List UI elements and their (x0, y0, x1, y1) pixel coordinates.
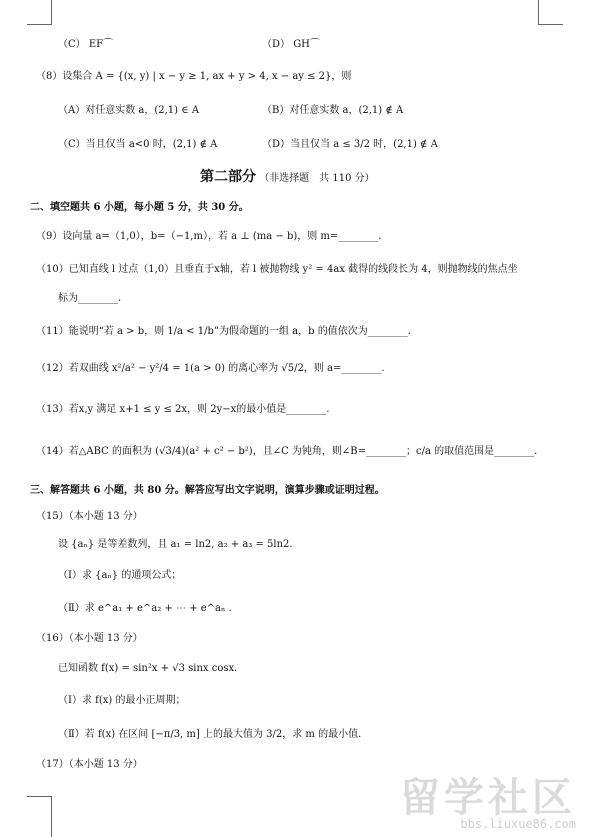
q15-part-ii: （Ⅱ）求 e^a₁ + e^a₂ + ⋯ + e^aₙ . (58, 603, 232, 614)
part2-title: 第二部分 (200, 169, 256, 185)
q16-part-ii: （Ⅱ）若 f(x) 在区间 [−π/3, m] 上的最大值为 3/2，求 m 的最小值. (58, 729, 362, 740)
watermark-logo: 留学社区 (400, 775, 576, 821)
watermark (400, 766, 576, 831)
part2-note: （非选择题 共 110 分） (259, 173, 375, 184)
q8-stem: （8）设集合 A = {(x, y) | x − y ≥ 1, ax + y > 4, x − ay ≤ 2}，则 (36, 71, 352, 82)
q8-option-c: （C）当且仅当 a<0 时，(2,1) ∉ A (58, 139, 218, 150)
section2-header: 二、填空题共 6 小题，每小题 5 分，共 30 分。 (30, 202, 249, 213)
q8-option-b: （B）对任意实数 a，(2,1) ∉ A (262, 105, 404, 116)
part2-heading (200, 170, 375, 186)
crop-mark-top-right (538, 0, 563, 25)
q7-option-d: （D） GH⌒ (262, 39, 320, 50)
q15-title: （15）（本小题 13 分） (36, 511, 143, 522)
q15-part-i: （Ⅰ）求 {aₙ} 的通项公式； (58, 570, 182, 581)
q8-option-d: （D）当且仅当 a ≤ 3/2 时，(2,1) ∉ A (262, 139, 438, 150)
q10-line2: 标为________. (58, 293, 122, 304)
watermark-url: bbs.liuxue86.com (460, 817, 576, 831)
q12: （12）若双曲线 x²/a² − y²/4 = 1(a > 0) 的离心率为 √5/2，则 a=________. (36, 363, 385, 374)
q9: （9）设向量 a=（1,0），b=（−1,m），若 a ⊥ (ma − b)，则 m=________. (36, 231, 382, 242)
q16-stem: 已知函数 f(x) = sin²x + √3 sinx cosx. (58, 663, 238, 674)
q7-option-c: （C） EF⌒ (58, 39, 114, 50)
crop-mark-bottom-left (27, 796, 52, 837)
crop-mark-top-left (27, 0, 52, 25)
q16-part-i: （Ⅰ）求 f(x) 的最小正周期； (58, 695, 186, 706)
section3-header: 三、解答题共 6 小题，共 80 分。解答应写出文字说明，演算步骤或证明过程。 (30, 485, 385, 496)
q16-title: （16）（本小题 13 分） (36, 633, 143, 644)
q15-stem: 设 {aₙ} 是等差数列，且 a₁ = ln2, a₂ + a₃ = 5ln2. (58, 539, 293, 550)
q10-line1: （10）已知直线 l 过点（1,0）且垂直于x轴，若 l 被抛物线 y² = 4ax 截得的线段长为 4，则抛物线的焦点坐 (36, 264, 518, 275)
q8-option-a: （A）对任意实数 a，(2,1) ∈ A (58, 105, 200, 116)
q11: （11）能说明“若 a > b，则 1/a < 1/b”为假命题的一组 a，b 的值依次为________. (36, 326, 411, 337)
q14: （14）若△ABC 的面积为 (√3/4)(a² + c² − b²)，且∠C 为钝角，则∠B=________；c/a 的取值范围是________. (36, 446, 538, 457)
q13: （13）若x,y 满足 x+1 ≤ y ≤ 2x，则 2y−x的最小值是________. (36, 404, 330, 415)
q17-title: （17）（本小题 13 分） (36, 759, 143, 770)
